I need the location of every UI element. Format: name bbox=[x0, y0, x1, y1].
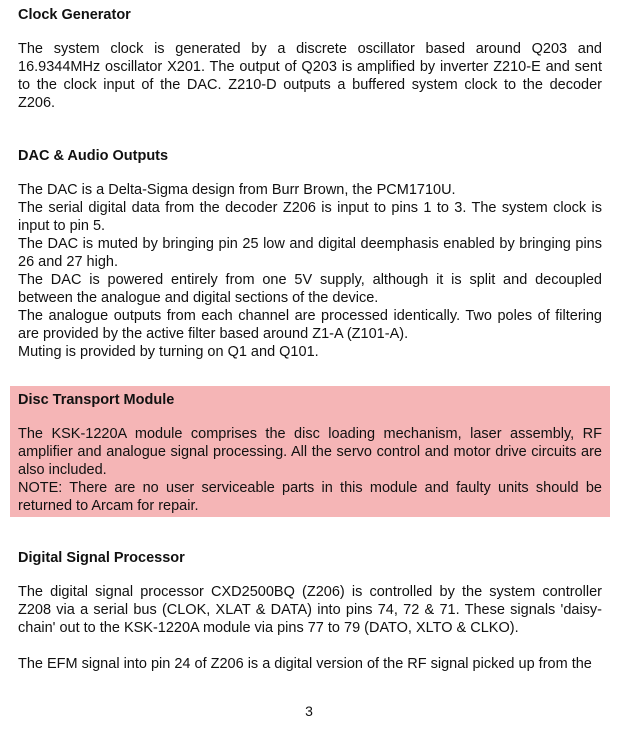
disc-transport-body: The KSK-1220A module comprises the disc loading mechanism, laser assembly, RF amplifier and analogue signal processing. All the servo control and motor drive circuits are also included. bbox=[18, 426, 602, 478]
page-number: 3 bbox=[305, 703, 313, 719]
dac-line-3: The DAC is muted by bringing pin 25 low and digital deemphasis enabled by bringing pins 26 and 27 high. bbox=[18, 236, 602, 270]
section-dac-audio-outputs bbox=[18, 147, 602, 361]
section-disc-transport bbox=[18, 391, 602, 515]
dac-audio-text bbox=[18, 181, 602, 361]
dac-line-6: Muting is provided by turning on Q1 and Q101. bbox=[18, 344, 319, 360]
heading-clock-generator: Clock Generator bbox=[18, 7, 131, 23]
heading-disc-transport: Disc Transport Module bbox=[18, 392, 175, 408]
dac-line-2: The serial digital data from the decoder Z206 is input to pins 1 to 3. The system clock is input to pin 5. bbox=[18, 200, 602, 234]
paragraph-dsp-1: The digital signal processor CXD2500BQ (Z206) is controlled by the system controller Z208 via a serial bus (CLOK, XLAT & DATA) into pins 74, 72 & 71. These signals 'daisy-chain' out to the KSK-1220A module via pins 77 to 79 (DATO, XLTO & CLKO). bbox=[18, 584, 602, 636]
dac-line-1: The DAC is a Delta-Sigma design from Burr Brown, the PCM1710U. bbox=[18, 182, 456, 198]
dac-line-4: The DAC is powered entirely from one 5V supply, although it is split and decoupled between the analogue and digital sections of the device. bbox=[18, 272, 602, 306]
heading-digital-signal-processor: Digital Signal Processor bbox=[18, 550, 185, 566]
section-digital-signal-processor bbox=[18, 549, 602, 673]
disc-transport-note: NOTE: There are no user serviceable parts in this module and faulty units should be returned to Arcam for repair. bbox=[18, 480, 602, 514]
heading-dac-audio-outputs: DAC & Audio Outputs bbox=[18, 148, 169, 164]
disc-transport-text bbox=[18, 425, 602, 515]
dac-line-5: The analogue outputs from each channel are processed identically. Two poles of filtering are provided by the active filter based around Z1-A (Z101-A). bbox=[18, 308, 602, 342]
paragraph-clock-generator: The system clock is generated by a discrete oscillator based around Q203 and 16.9344MHz oscillator X201. The output of Q203 is amplified by inverter Z210-E and sent to the clock input of the DAC. Z210-D outputs a buffered system clock to the decoder Z206. bbox=[18, 41, 602, 111]
paragraph-dsp-2: The EFM signal into pin 24 of Z206 is a digital version of the RF signal picked up from the bbox=[18, 656, 592, 672]
section-clock-generator bbox=[18, 6, 602, 112]
